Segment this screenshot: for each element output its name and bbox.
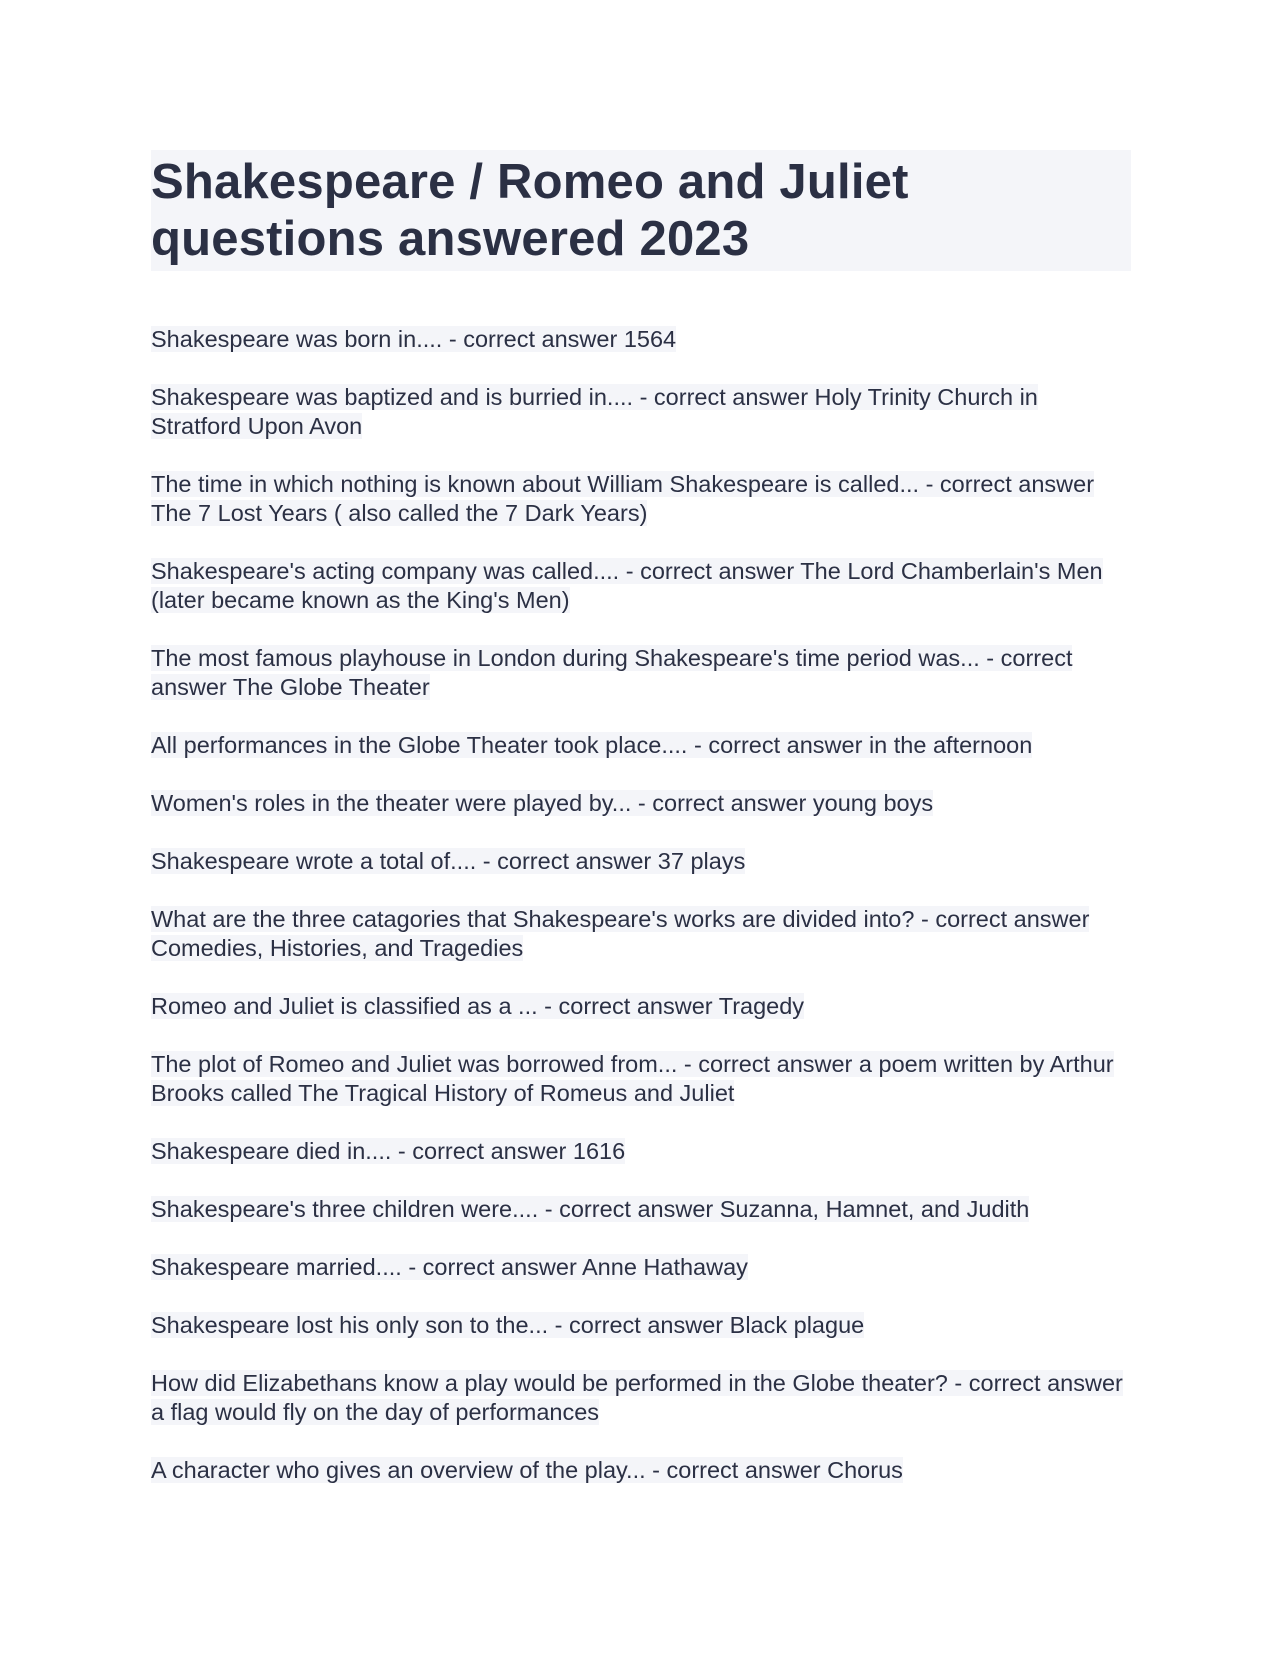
qa-text: Shakespeare's three children were.... - correct answer Suzanna, Hamnet, and Judith	[151, 1196, 1030, 1222]
qa-item	[151, 1253, 1131, 1282]
qa-text: Shakespeare's acting company was called.... - correct answer The Lord Chamberlain's Men (later became known as the King's Men)	[151, 558, 1103, 613]
qa-text: Shakespeare lost his only son to the... - correct answer Black plague	[151, 1312, 865, 1338]
qa-text: The time in which nothing is known about William Shakespeare is called... - correct answer The 7 Lost Years ( also called the 7 Dark Years)	[151, 471, 1095, 526]
title-block	[151, 150, 1131, 271]
qa-list	[151, 325, 1131, 1485]
qa-item	[151, 789, 1131, 818]
qa-item	[151, 325, 1131, 354]
qa-item	[151, 470, 1131, 528]
qa-text: The most famous playhouse in London during Shakespeare's time period was... - correct answer The Globe Theater	[151, 645, 1073, 700]
qa-item	[151, 847, 1131, 876]
qa-text: The plot of Romeo and Juliet was borrowed from... - correct answer a poem written by Arthur Brooks called The Tragical History of Romeus and Juliet	[151, 1051, 1114, 1106]
qa-item	[151, 644, 1131, 702]
qa-item	[151, 1137, 1131, 1166]
qa-text: Romeo and Juliet is classified as a ... - correct answer Tragedy	[151, 993, 805, 1019]
qa-text: A character who gives an overview of the play... - correct answer Chorus	[151, 1457, 903, 1483]
qa-item	[151, 731, 1131, 760]
qa-item	[151, 557, 1131, 615]
document-title: Shakespeare / Romeo and Juliet questions answered 2023	[151, 155, 909, 266]
qa-text: Shakespeare was baptized and is burried in.... - correct answer Holy Trinity Church in Stratford Upon Avon	[151, 384, 1038, 439]
qa-text: How did Elizabethans know a play would be performed in the Globe theater? - correct answer a flag would fly on the day of performances	[151, 1370, 1123, 1425]
document-page	[151, 150, 1131, 1514]
qa-item	[151, 905, 1131, 963]
qa-text: Shakespeare wrote a total of.... - correct answer 37 plays	[151, 848, 746, 874]
qa-item	[151, 1311, 1131, 1340]
qa-item	[151, 1456, 1131, 1485]
qa-item	[151, 1369, 1131, 1427]
qa-text: Shakespeare was born in.... - correct answer 1564	[151, 326, 677, 352]
qa-text: All performances in the Globe Theater took place.... - correct answer in the afternoon	[151, 732, 1033, 758]
qa-item	[151, 992, 1131, 1021]
qa-text: Shakespeare married.... - correct answer Anne Hathaway	[151, 1254, 748, 1280]
qa-text: Women's roles in the theater were played by... - correct answer young boys	[151, 790, 934, 816]
qa-item	[151, 1050, 1131, 1108]
qa-item	[151, 383, 1131, 441]
qa-item	[151, 1195, 1131, 1224]
qa-text: Shakespeare died in.... - correct answer 1616	[151, 1138, 626, 1164]
qa-text: What are the three catagories that Shakespeare's works are divided into? - correct answer Comedies, Histories, and Tragedies	[151, 906, 1090, 961]
